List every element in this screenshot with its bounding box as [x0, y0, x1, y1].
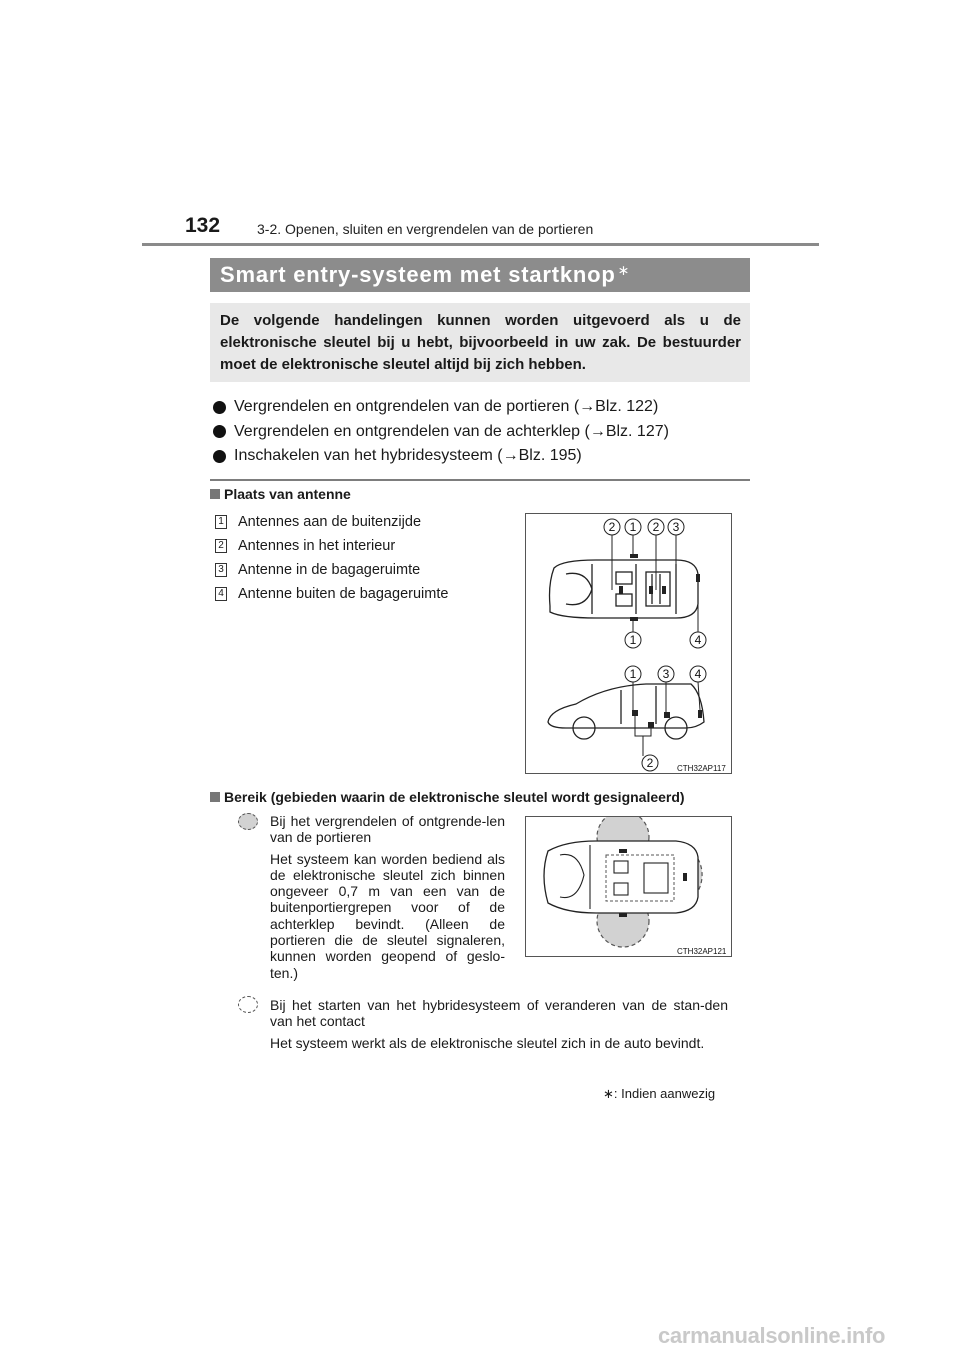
inner-range-body: Het systeem werkt als de elektronische sleutel zich in de auto bevindt.	[270, 1034, 705, 1051]
optional-mark: ∗	[603, 1086, 614, 1101]
outer-range-text	[270, 813, 505, 981]
square-bullet-icon	[210, 792, 220, 802]
running-title: 3-2. Openen, sluiten en vergrendelen van de portieren	[257, 221, 594, 237]
callout-label: 2	[652, 520, 660, 534]
section-title: Smart entry-systeem met startknop	[220, 262, 616, 287]
figure-code: CTH32AP121	[677, 947, 727, 956]
callout-number: 4	[215, 587, 227, 601]
outer-range-body: Het systeem kan worden bediend als de elektronische sleutel zich binnen ongeveer 0,7 m van een van de buitenportiergrepen voor of de achterklep bevindt. (Alleen de portieren die de sleutel signaleren, kunnen worden geopend of geslo-ten.)	[270, 850, 505, 981]
header-rule	[142, 243, 819, 246]
page-reference-link[interactable]: Blz. 122)	[595, 398, 659, 415]
square-bullet-icon	[210, 489, 220, 499]
list-item: Vergrendelen en ontgrendelen van de achterklep ( → Blz. 127)	[213, 420, 669, 445]
antenna-legend	[215, 510, 448, 606]
bullet-icon	[213, 425, 226, 438]
outer-range-zone-icon	[238, 813, 258, 830]
callout-label: 1	[629, 633, 637, 647]
antenna-heading: Plaats van antenne	[210, 486, 351, 502]
callout-label: 1	[629, 520, 637, 534]
legend-item: 4 Antenne buiten de bagageruimte	[215, 582, 448, 606]
callout-label: 3	[662, 667, 670, 681]
callout-label: 4	[694, 633, 702, 647]
watermark: carmanualsonline.info	[658, 1323, 886, 1348]
legend-item: 1 Antennes aan de buitenzijde	[215, 510, 448, 534]
outer-range-title: Bij het vergrendelen of ontgrende-len van de portieren	[270, 813, 505, 846]
callout-label: 1	[629, 667, 637, 681]
callout-label: 2	[646, 756, 654, 770]
legend-item: 3 Antenne in de bagageruimte	[215, 558, 448, 582]
detection-range-figure	[525, 816, 732, 957]
arrow-icon: →	[589, 422, 606, 440]
inner-range-zone-icon	[238, 996, 258, 1013]
callout-number: 3	[215, 563, 227, 577]
arrow-icon: →	[502, 447, 519, 464]
range-heading: Bereik (gebieden waarin de elektronische sleutel wordt gesignaleerd)	[210, 789, 685, 805]
arrow-icon: →	[579, 398, 596, 415]
callout-number: 2	[215, 539, 227, 553]
page-reference-link[interactable]: Blz. 195)	[518, 447, 582, 464]
page-number: 132	[185, 214, 221, 237]
antenna-marker-icon	[632, 710, 702, 728]
optional-mark: ∗	[617, 262, 631, 278]
page-reference-link[interactable]: Blz. 127)	[605, 422, 669, 440]
callout-label: 4	[694, 667, 702, 681]
figure-code: CTH32AP117	[677, 764, 726, 773]
inner-range-text	[270, 997, 728, 1051]
bullet-icon	[213, 450, 226, 463]
list-item: Vergrendelen en ontgrendelen van de portieren ( → Blz. 122)	[213, 395, 669, 420]
antenna-location-figure	[525, 513, 732, 774]
inner-range-title: Bij het starten van het hybridesysteem of veranderen van de stan-den van het contact	[270, 997, 728, 1030]
callout-label: 2	[608, 520, 616, 534]
footnote: ∗: Indien aanwezig	[603, 1086, 716, 1101]
section-divider	[210, 479, 750, 481]
inner-detection-zone	[606, 855, 674, 901]
intro-text: De volgende handelingen kunnen worden uitgevoerd als u de elektronische sleutel bij u hebt, bijvoorbeeld in uw zak. De bestuurder moet de elektronische sleutel altijd bij zich hebben.	[220, 312, 741, 373]
callout-label: 3	[672, 520, 680, 534]
feature-list	[213, 395, 669, 469]
section-title-band	[210, 258, 750, 292]
list-item: Inschakelen van het hybridesysteem ( → Blz. 195)	[213, 444, 669, 469]
legend-item: 2 Antennes in het interieur	[215, 534, 448, 558]
car-side-view-illustration	[548, 684, 704, 739]
intro-box	[210, 303, 750, 382]
bullet-icon	[213, 401, 226, 414]
callout-number: 1	[215, 515, 227, 529]
